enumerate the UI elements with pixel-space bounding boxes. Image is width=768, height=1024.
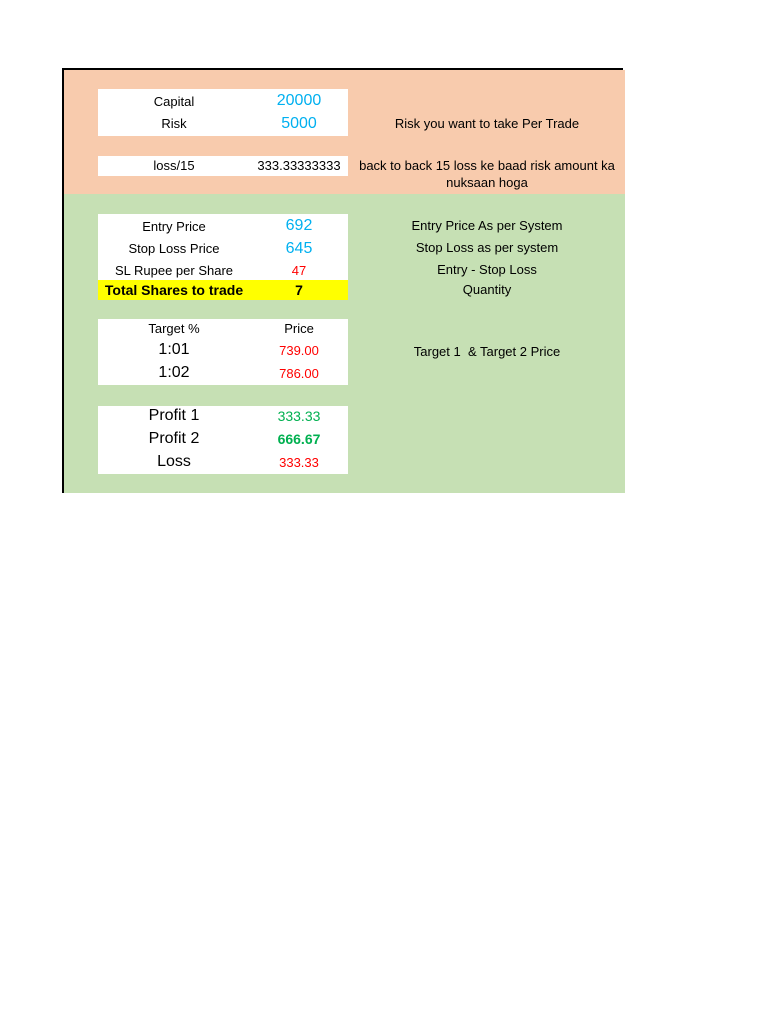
trade-panel [64, 194, 625, 493]
loss-result-label: Loss [157, 453, 191, 470]
loss-note: back to back 15 loss ke baad risk amount ka nuksaan hoga [359, 158, 615, 190]
sl-value: 47 [291, 263, 307, 278]
profit2-value: 666.67 [277, 431, 321, 447]
capital-label: Capital [153, 94, 195, 109]
loss-box [98, 156, 348, 176]
risk-value[interactable]: 5000 [281, 115, 317, 132]
profit1-label: Profit 1 [148, 407, 200, 424]
target-header: Target % [148, 321, 200, 336]
sl-label: SL Rupee per Share [114, 263, 234, 278]
stop-label: Stop Loss Price [128, 241, 220, 256]
target-ratio-2: 1:02 [158, 364, 190, 381]
capital-value[interactable]: 20000 [276, 92, 322, 109]
stop-note: Stop Loss as per system [415, 240, 559, 255]
loss-value: 333.33333333 [257, 158, 341, 173]
entry-value[interactable]: 692 [285, 217, 313, 234]
risk-note: Risk you want to take Per Trade [394, 116, 580, 131]
sl-note: Entry - Stop Loss [437, 262, 537, 277]
stop-value[interactable]: 645 [285, 240, 313, 257]
shares-label: Total Shares to trade [104, 282, 244, 298]
shares-value: 7 [295, 282, 303, 298]
loss-result-value: 333.33 [279, 455, 319, 470]
capital-risk-box [98, 89, 348, 136]
target-price-1: 739.00 [279, 343, 319, 358]
risk-label: Risk [161, 116, 187, 131]
calculator-sheet [62, 68, 623, 493]
profit-box [98, 406, 348, 474]
risk-panel [64, 70, 625, 194]
target-note: Target 1 & Target 2 Price [413, 344, 561, 359]
shares-note: Quantity [462, 282, 512, 297]
entry-label: Entry Price [142, 219, 206, 234]
target-box [98, 319, 348, 385]
target-price-2: 786.00 [279, 366, 319, 381]
price-header: Price [284, 321, 314, 336]
profit2-label: Profit 2 [148, 430, 200, 447]
target-ratio-1: 1:01 [158, 341, 190, 358]
shares-highlight [98, 280, 348, 300]
loss-label: loss/15 [153, 158, 195, 173]
entry-note: Entry Price As per System [411, 218, 563, 233]
profit1-value: 333.33 [277, 408, 321, 424]
